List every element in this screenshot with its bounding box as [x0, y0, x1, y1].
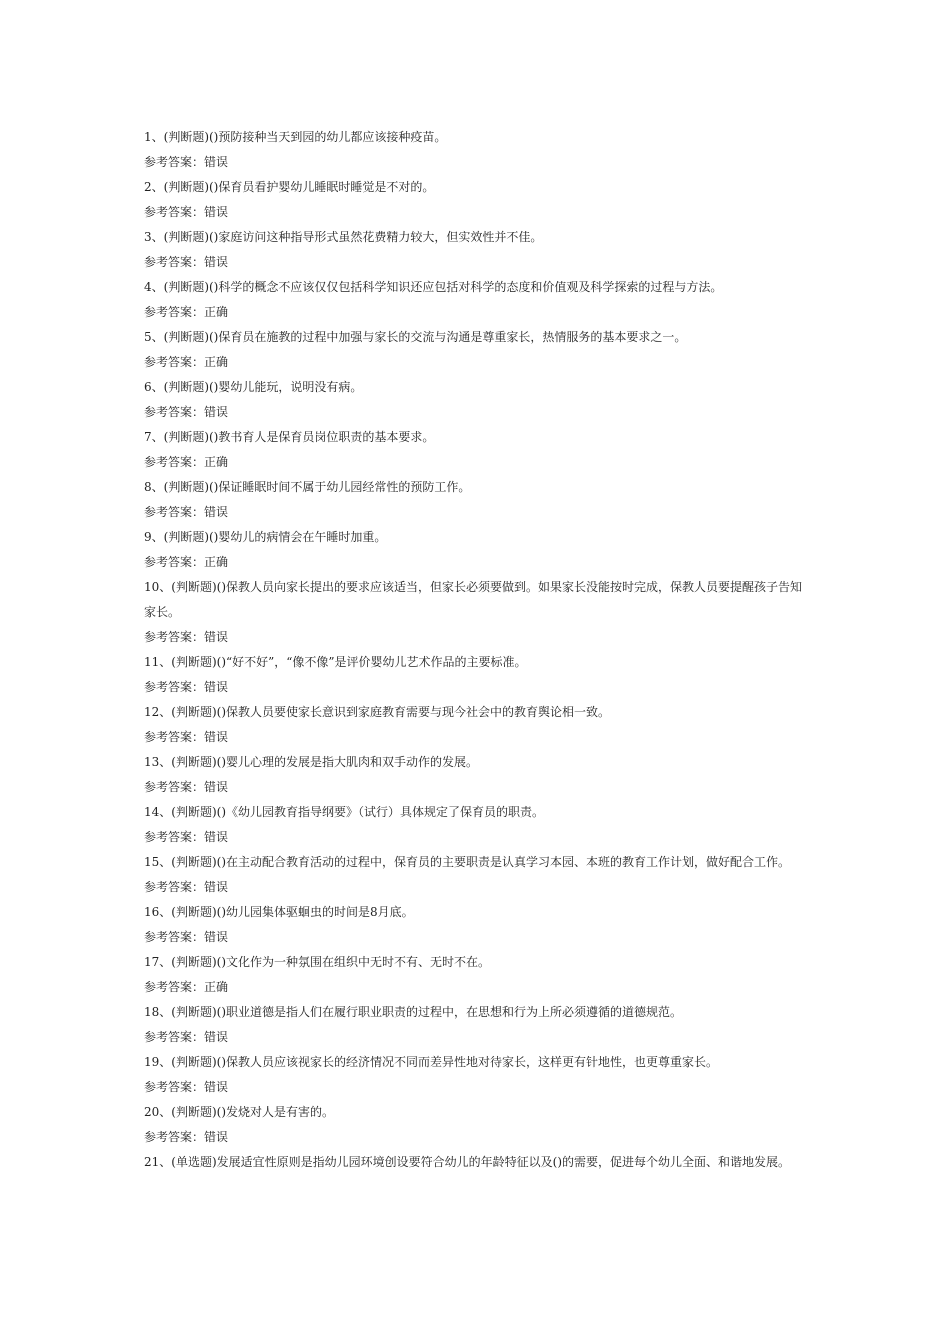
question-6: 6、(判断题)()婴幼儿能玩，说明没有病。 [144, 380, 363, 394]
answer-9: 参考答案：正确 [144, 555, 229, 569]
question-15: 15、(判断题)()在主动配合教育活动的过程中，保育员的主要职责是认真学习本园、本班的教育工作计划，做好配合工作。 [144, 855, 791, 869]
question-16: 16、(判断题)()幼儿园集体驱蛔虫的时间是8月底。 [144, 905, 414, 919]
question-17: 17、(判断题)()文化作为一种氛围在组织中无时不有、无时不在。 [144, 955, 490, 969]
answer-16: 参考答案：错误 [144, 930, 229, 944]
answer-4: 参考答案：正确 [144, 305, 229, 319]
question-9: 9、(判断题)()婴幼儿的病情会在午睡时加重。 [144, 530, 387, 544]
question-21: 21、(单选题)发展适宜性原则是指幼儿园环境创设要符合幼儿的年龄特征以及()的需要，促进每个幼儿全面、和谐地发展。 [144, 1155, 791, 1169]
question-3: 3、(判断题)()家庭访问这种指导形式虽然花费精力较大，但实效性并不佳。 [144, 230, 543, 244]
question-4: 4、(判断题)()科学的概念不应该仅仅包括科学知识还应包括对科学的态度和价值观及科学探索的过程与方法。 [144, 280, 723, 294]
question-5: 5、(判断题)()保育员在施教的过程中加强与家长的交流与沟通是尊重家长，热情服务的基本要求之一。 [144, 330, 687, 344]
answer-10: 参考答案：错误 [144, 630, 229, 644]
answer-6: 参考答案：错误 [144, 405, 229, 419]
answer-2: 参考答案：错误 [144, 205, 229, 219]
answer-20: 参考答案：错误 [144, 1130, 229, 1144]
answer-11: 参考答案：错误 [144, 680, 229, 694]
answer-1: 参考答案：错误 [144, 155, 229, 169]
question-13: 13、(判断题)()婴儿心理的发展是指大肌肉和双手动作的发展。 [144, 755, 478, 769]
answer-13: 参考答案：错误 [144, 780, 229, 794]
question-12: 12、(判断题)()保教人员要使家长意识到家庭教育需要与现今社会中的教育舆论相一致。 [144, 705, 610, 719]
answer-3: 参考答案：错误 [144, 255, 229, 269]
question-2: 2、(判断题)()保育员看护婴幼儿睡眠时睡觉是不对的。 [144, 180, 435, 194]
answer-7: 参考答案：正确 [144, 455, 229, 469]
question-18: 18、(判断题)()职业道德是指人们在履行职业职责的过程中，在思想和行为上所必须遵循的道德规范。 [144, 1005, 682, 1019]
answer-17: 参考答案：正确 [144, 980, 229, 994]
answer-5: 参考答案：正确 [144, 355, 229, 369]
answer-14: 参考答案：错误 [144, 830, 229, 844]
question-8: 8、(判断题)()保证睡眠时间不属于幼儿园经常性的预防工作。 [144, 480, 471, 494]
answer-19: 参考答案：错误 [144, 1080, 229, 1094]
answer-8: 参考答案：错误 [144, 505, 229, 519]
question-20: 20、(判断题)()发烧对人是有害的。 [144, 1105, 334, 1119]
answer-15: 参考答案：错误 [144, 880, 229, 894]
document-page [144, 125, 809, 1175]
question-11: 11、(判断题)()“好不好”，“像不像”是评价婴幼儿艺术作品的主要标准。 [144, 655, 527, 669]
question-7: 7、(判断题)()教书育人是保育员岗位职责的基本要求。 [144, 430, 435, 444]
answer-12: 参考答案：错误 [144, 730, 229, 744]
question-14: 14、(判断题)()《幼儿园教育指导纲要》（试行）具体规定了保育员的职责。 [144, 805, 544, 819]
question-19: 19、(判断题)()保教人员应该视家长的经济情况不同而差异性地对待家长，这样更有针地性，也更尊重家长。 [144, 1055, 719, 1069]
question-10: 10、(判断题)()保教人员向家长提出的要求应该适当，但家长必须要做到。如果家长没能按时完成，保教人员要提醒孩子告知家长。 [144, 580, 803, 619]
question-1: 1、(判断题)()预防接种当天到园的幼儿都应该接种疫苗。 [144, 130, 447, 144]
answer-18: 参考答案：错误 [144, 1030, 229, 1044]
